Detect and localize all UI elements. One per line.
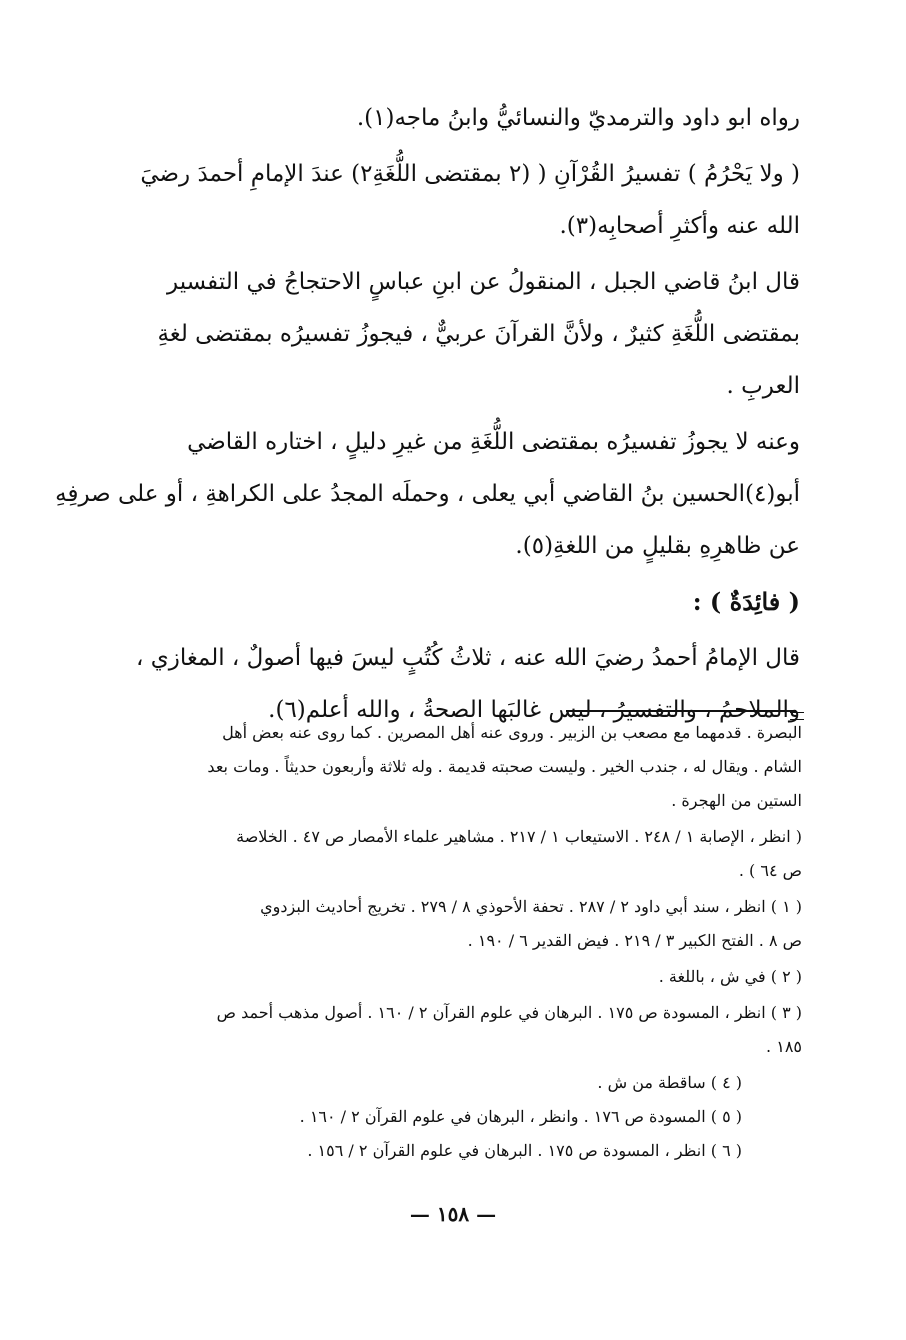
main-text xyxy=(55,92,800,740)
text-line: العربِ . xyxy=(726,373,800,399)
paragraph-ibn-qadi-al-jabal xyxy=(100,256,800,412)
note-line: الستين من الهجرة . xyxy=(671,791,802,810)
note-line: ص ٦٤ ) . xyxy=(738,861,802,880)
paragraph-hadith-citation xyxy=(100,92,800,144)
note-line: ( ٥ ) المسودة ص ١٧٦ . وانظر ، البرهان في علوم القرآن ٢ / ١٦٠ . xyxy=(299,1107,742,1126)
text-line: وعنه لا يجوزُ تفسيرُه بمقتضى اللُّغَةِ من غيرِ دليلٍ ، اختاره القاضي xyxy=(187,429,800,455)
footnotes-section xyxy=(100,716,802,1168)
text-line: قال الإمامُ أحمدُ رضيَ الله عنه ، ثلاثُ كُتُبٍ ليسَ فيها أصولٌ ، المغازي ، xyxy=(135,645,800,671)
text-line: بمقتضى اللُّغَةِ كثيرٌ ، ولأنَّ القرآنَ عربيٌّ ، فيجوزُ تفسيرُه بمقتضى لغةِ xyxy=(157,321,800,347)
footnote-1 xyxy=(100,890,802,958)
note-line: ١٨٥ . xyxy=(766,1037,802,1056)
section-heading: ( فائِدَةٌ ) : xyxy=(692,587,800,616)
page-number: — ١٥٨ — xyxy=(409,1202,497,1226)
note-line: ( ٢ ) في ش ، باللغة . xyxy=(658,967,802,986)
footnote-3 xyxy=(100,996,802,1064)
footnote-sources xyxy=(100,820,802,888)
footnote-4 xyxy=(100,1066,802,1100)
text-line: والملاحمُ ، والتفسيرُ ، ليس غالبَها الصحةُ ، والله أعلم(٦). xyxy=(268,697,800,723)
text-line: أبو(٤)الحسين بنُ القاضي أبي يعلى ، وحملَه المجدُ على الكراهةِ ، أو على صرفِهِ xyxy=(55,481,800,507)
footnote-separator xyxy=(566,710,796,712)
text-line: عن ظاهرِهِ بقليلٍ من اللغةِ(٥). xyxy=(515,533,800,559)
note-line: ( ٤ ) ساقطة من ش . xyxy=(597,1073,742,1092)
paragraph-opposing-view xyxy=(55,416,800,572)
footnote-continuation xyxy=(100,716,802,818)
text-line: قال ابنُ قاضي الجبل ، المنقولُ عن ابنِ عباسٍ الاحتجاجُ في التفسير xyxy=(167,269,800,295)
note-line: البصرة . قدمهما مع مصعب بن الزبير . وروى عنه أهل المصرين . كما روى عنه بعض أهل xyxy=(222,723,802,742)
note-line: ( انظر ، الإصابة ١ / ٢٤٨ . الاستيعاب ١ / ٢١٧ . مشاهير علماء الأمصار ص ٤٧ . الخلاصة xyxy=(236,827,802,846)
note-line: ( ١ ) انظر ، سند أبي داود ٢ / ٢٨٧ . تحفة الأحوذي ٨ / ٢٧٩ . تخريج أحاديث البزدوي xyxy=(260,897,802,916)
note-line: الشام . ويقال له ، جندب الخير . وليست صحبته قديمة . وله ثلاثة وأربعون حديثاً . ومات بعد xyxy=(207,757,802,776)
paragraph-tafsir-ruling xyxy=(100,148,800,252)
note-line: ( ٦ ) انظر ، المسودة ص ١٧٥ . البرهان في علوم القرآن ٢ / ١٥٦ . xyxy=(307,1141,742,1160)
footnote-2 xyxy=(100,960,802,994)
footnote-6 xyxy=(100,1134,802,1168)
text-line: رواه ابو داود والترمديّ والنسائيُّ وابنُ ماجه(١). xyxy=(356,105,800,131)
note-line: ( ٣ ) انظر ، المسودة ص ١٧٥ . البرهان في علوم القرآن ٢ / ١٦٠ . أصول مذهب أحمد ص xyxy=(216,1003,802,1022)
text-line: الله عنه وأكثرِ أصحابِه(٣). xyxy=(559,213,800,239)
text-line: ( ولا يَحْرُمُ ) تفسيرُ القُرْآنِ ( (٢ بمقتضى اللُّغَةِ٢) عندَ الإمامِ أحمدَ رضيَ xyxy=(140,161,800,187)
note-line: ص ٨ . الفتح الكبير ٣ / ٢١٩ . فيض القدير ٦ / ١٩٠ . xyxy=(467,931,802,950)
footnote-5 xyxy=(100,1100,802,1134)
